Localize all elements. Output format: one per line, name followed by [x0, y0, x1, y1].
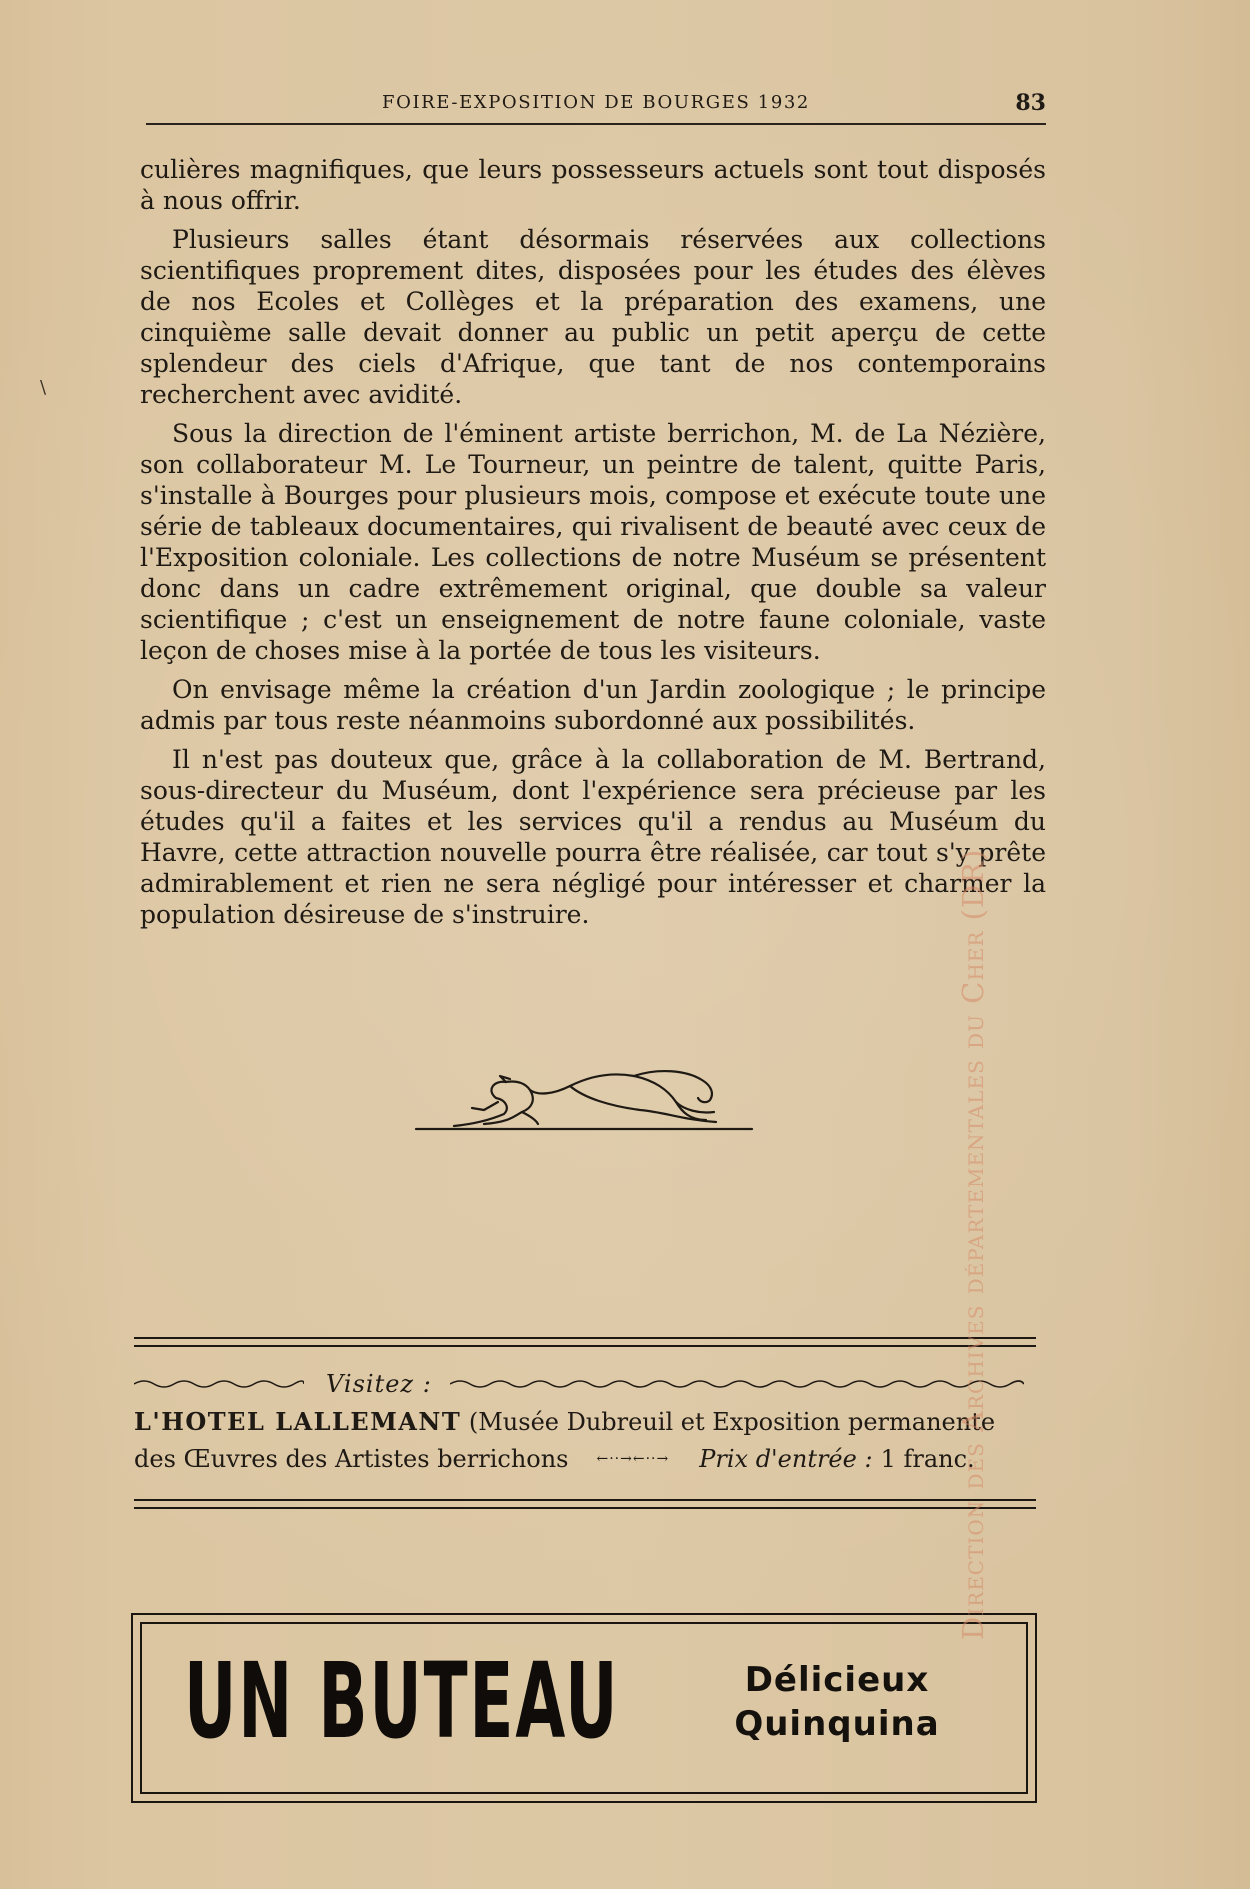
double-rule-bottom — [134, 1499, 1036, 1509]
paragraph: Sous la direction de l'éminent artiste berrichon, M. de La Nézière, son collaborateur M. Le Tourneur, un peintre de talent, quitte Paris, s'installe à Bourges pour plusieurs mois, compose et exécute toute une série de tableaux documentaires, qui rivalisent de beauté avec ceux de l'Exposition coloniale. Les collections de notre Muséum se présentent donc dans un cadre extrêmement original, que double sa valeur scientifique ; c'est un enseignement de notre faune coloniale, vaste leçon de choses mise à la portée de tous les visiteurs. — [140, 419, 1046, 665]
arrows-ornament-icon: ←··→←··→ — [596, 1451, 670, 1467]
visitez-label: Visitez : — [326, 1370, 432, 1398]
double-rule-top — [134, 1337, 1036, 1347]
running-header — [146, 86, 1046, 126]
hotel-name: L'HOTEL LALLEMANT — [134, 1407, 462, 1436]
advertisement-box — [131, 1613, 1037, 1803]
page-number: 83 — [1015, 90, 1046, 116]
advertisement-inner-frame — [140, 1622, 1028, 1794]
ad-product-line-2: Quinquina — [734, 1704, 940, 1744]
panther-ornament-icon — [414, 1050, 754, 1146]
paragraph: On envisage même la création d'un Jardin zoologique ; le principe admis par tous reste néanmoins subordonné aux possibilités. — [140, 675, 1046, 735]
wavy-rule-left-icon — [134, 1378, 304, 1390]
visitez-line — [134, 1369, 1036, 1399]
paragraph: Il n'est pas douteux que, grâce à la collaboration de M. Bertrand, sous-directeur du Muséum, dont l'expérience sera précieuse par les études qu'il a faites et les services qu'il a rendus au Muséum du Havre, cette attraction nouvelle pourra être réalisée, car tout s'y prête admirablement et rien ne sera négligé pour intéresser et charmer la population désireuse de s'instruire. — [140, 745, 1046, 929]
ad-product — [717, 1658, 957, 1746]
hotel-description: (Musée Dubreuil et Exposition permanente — [468, 1408, 996, 1436]
paragraph: Plusieurs salles étant désormais réservées aux collections scientifiques proprement dites, disposées pour les études des élèves de nos Ecoles et Collèges et la préparation des examens, une cinquième salle devait donner au public un petit aperçu de cette splendeur des ciels d'Afrique, que tant de nos contemporains recherchent avec avidité. — [140, 225, 1046, 409]
ad-brand: UN BUTEAU — [184, 1640, 620, 1762]
price-label: Prix d'entrée : — [699, 1445, 873, 1473]
article-body — [140, 154, 1046, 938]
ad-product-line-1: Délicieux — [744, 1660, 930, 1700]
visit-notice — [134, 1337, 1036, 1507]
margin-mark: \ — [40, 377, 47, 398]
header-title: FOIRE-EXPOSITION DE BOURGES 1932 — [382, 92, 810, 113]
header-rule — [146, 123, 1046, 125]
watermark-text: Direction des Archives départementales du Cher (DR) — [956, 848, 990, 1640]
price-value: 1 franc. — [880, 1445, 975, 1473]
wavy-rule-right-icon — [450, 1378, 1024, 1390]
hotel-line-2 — [134, 1445, 1036, 1473]
paragraph: culières magnifiques, que leurs possesseurs actuels sont tout disposés à nous offrir. — [140, 155, 1046, 215]
hotel-line-1 — [134, 1407, 1036, 1436]
hotel-description-cont: des Œuvres des Artistes berrichons — [134, 1445, 569, 1473]
